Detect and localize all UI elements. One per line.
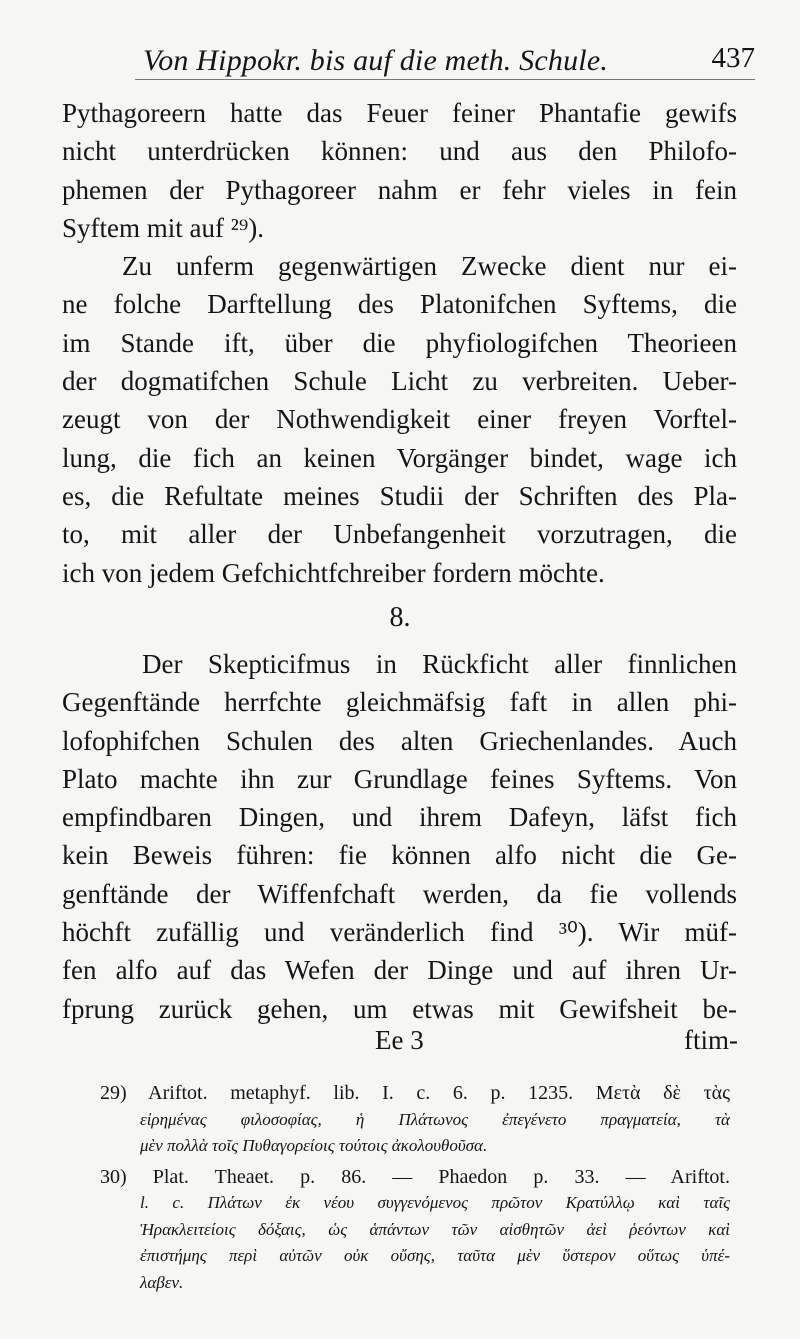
text-line: Plato machte ihn zur Grundlage feines Syftems. Von bbox=[62, 763, 737, 794]
page-header bbox=[135, 40, 755, 80]
body-text-top bbox=[62, 94, 737, 592]
text-line: phemen der Pythagoreer nahm er fehr vieles in fein bbox=[62, 174, 737, 205]
text-line: nicht unterdrücken können: und aus den Philofo- bbox=[62, 136, 737, 167]
text-line: genftände der Wiffenfchaft werden, da fie vollends bbox=[62, 878, 737, 909]
text-line: es, die Refultate meines Studii der Schriften des Pla- bbox=[62, 480, 737, 511]
footnotes bbox=[100, 1080, 730, 1296]
text-line: Syftem mit auf ²⁹). bbox=[62, 212, 264, 243]
footnote-30-line: l. c. Πλάτων ἐκ νέου συγγενόμενος πρῶτον Κρατύλλῳ καὶ ταῖς bbox=[140, 1193, 730, 1212]
footnote-29-line: μὲν πολλὰ τοῖς Πυθαγορείοις τούτοις ἀκολουθοῦσα. bbox=[140, 1136, 488, 1155]
text-line: der dogmatifchen Schule Licht zu verbreiten. Ueber- bbox=[62, 366, 737, 397]
text-line: fprung zurück gehen, um etwas mit Gewifsheit be- bbox=[62, 993, 737, 1024]
body-text-section-8 bbox=[62, 645, 737, 1028]
catchword: ftim- bbox=[684, 1025, 738, 1055]
footnote-29-line: 29) Ariftot. metaphyf. lib. I. c. 6. p. 1235. Μετὰ δὲ τὰς bbox=[100, 1082, 730, 1104]
signature-mark: Ee 3 bbox=[375, 1025, 424, 1055]
text-line: zeugt von der Nothwendigkeit einer freyen Vorftel- bbox=[62, 404, 737, 435]
footnote-29-line: εἰρημένας φιλοσοφίας, ἡ Πλάτωνος ἐπεγένετο πραγματεία, τὰ bbox=[140, 1109, 730, 1129]
text-line: Pythagoreern hatte das Feuer feiner Phantafie gewifs bbox=[62, 98, 737, 128]
text-line: ne folche Darftellung des Platonifchen Syftems, die bbox=[62, 289, 737, 320]
footnote-30-line: Ἡρακλειτείοις δόξαις, ὡς ἁπάντων τῶν αἰσθητῶν ἀεὶ ῥεόντων καὶ bbox=[140, 1219, 730, 1239]
running-head: Von Hippokr. bis auf die meth. Schule. bbox=[143, 44, 609, 77]
section-number: 8. bbox=[389, 602, 411, 633]
text-line: ich von jedem Gefchichtfchreiber fordern möchte. bbox=[62, 557, 605, 588]
text-line: to, mit aller der Unbefangenheit vorzutragen, die bbox=[62, 519, 737, 550]
text-line: Der Skepticifmus in Rückficht aller finnlichen bbox=[142, 649, 737, 679]
text-line: kein Beweis führen: fie können alfo nicht die Ge- bbox=[62, 840, 737, 871]
footnote-30-line: ἐπιστήμης περὶ αὐτῶν οὐκ οὔσης, ταῦτα μὲν ὕστερον οὕτως ὑπέ- bbox=[140, 1246, 730, 1265]
header-rule bbox=[135, 79, 755, 80]
footnote-30-line: 30) Plat. Theaet. p. 86. — Phaedon p. 33. — Ariftot. bbox=[100, 1165, 730, 1188]
text-line: Gegenftände herrfchte gleichmäfsig faft in allen phi- bbox=[62, 687, 737, 718]
text-line: lung, die fich an keinen Vorgänger bindet, wage ich bbox=[62, 442, 737, 473]
text-line: im Stande ift, über die phyfiologifchen Theorieen bbox=[62, 327, 737, 358]
text-line: höchft zufällig und veränderlich find ³⁰). Wir müf- bbox=[62, 917, 737, 948]
page-number: 437 bbox=[711, 42, 755, 74]
text-line: lofophifchen Schulen des alten Griechenlandes. Auch bbox=[62, 725, 737, 756]
footnote-30-line: λαβεν. bbox=[140, 1272, 184, 1292]
text-line: Zu unferm gegenwärtigen Zwecke dient nur ei- bbox=[122, 251, 737, 282]
text-line: empfindbaren Dingen, und ihrem Dafeyn, läfst fich bbox=[62, 802, 737, 833]
text-line: fen alfo auf das Wefen der Dinge und auf ihren Ur- bbox=[62, 955, 737, 986]
